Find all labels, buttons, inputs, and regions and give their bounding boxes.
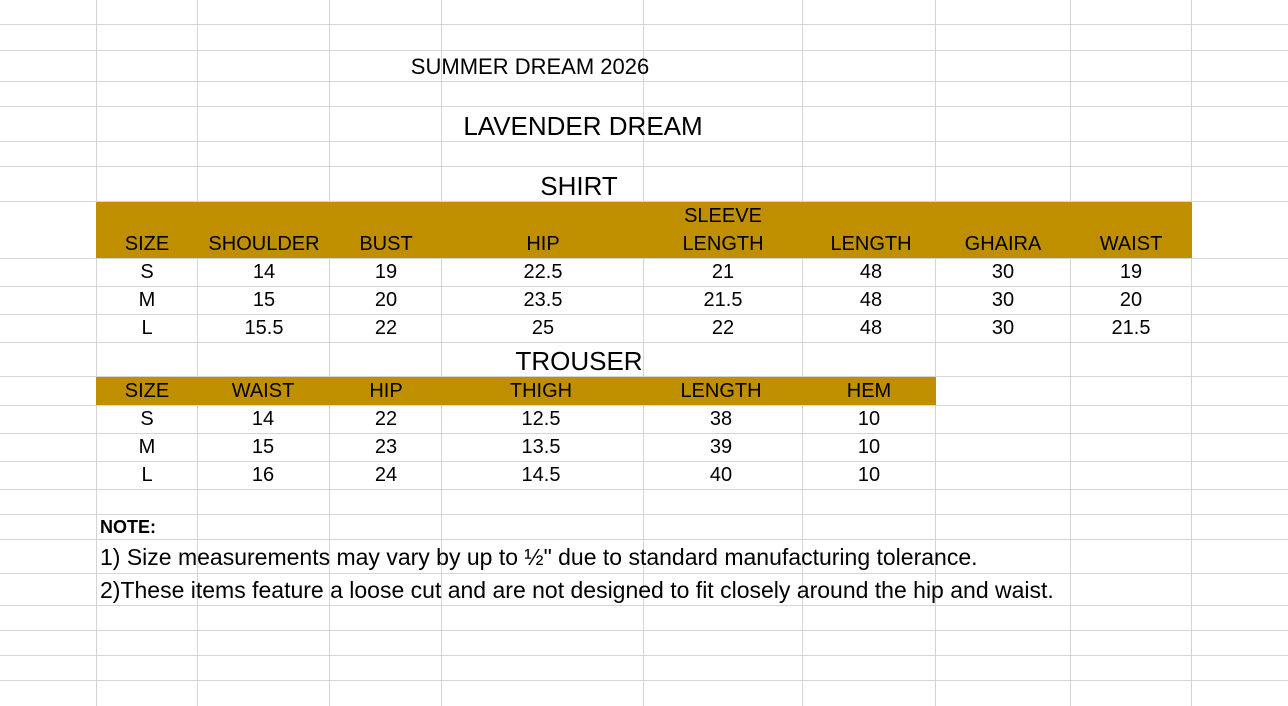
shirt-cell: 48 <box>859 261 883 283</box>
shirt-cell: 19 <box>1119 261 1143 283</box>
shirt-cell: 20 <box>374 289 398 311</box>
trouser-cell: S <box>140 408 154 430</box>
note-item-1: 1) Size measurements may vary by up to ½" due to standard manufacturing tolerance. <box>100 544 978 570</box>
shirt-cell: 48 <box>859 289 883 311</box>
grid-line <box>0 433 1288 434</box>
trouser-header-waist: WAIST <box>231 380 295 402</box>
shirt-cell: 21.5 <box>703 289 743 311</box>
shirt-header-sleeve-top: SLEEVE <box>684 205 762 227</box>
trouser-cell: 14 <box>251 408 275 430</box>
grid-line <box>0 655 1288 656</box>
shirt-heading: SHIRT <box>540 171 618 201</box>
shirt-cell: 21 <box>711 261 735 283</box>
grid-line <box>0 286 1288 287</box>
grid-line <box>0 573 1288 574</box>
grid-line <box>0 461 1288 462</box>
grid-line <box>0 106 1288 107</box>
grid-line <box>0 342 1288 343</box>
trouser-header-size: SIZE <box>124 380 170 402</box>
grid-line <box>0 141 1288 142</box>
shirt-cell: 22 <box>374 317 398 339</box>
grid-line <box>0 314 1288 315</box>
grid-line <box>0 514 1288 515</box>
shirt-cell: 20 <box>1119 289 1143 311</box>
trouser-cell: 14.5 <box>521 464 561 486</box>
collection-title: LAVENDER DREAM <box>463 111 703 141</box>
trouser-cell: 23 <box>374 436 398 458</box>
shirt-cell: 19 <box>374 261 398 283</box>
trouser-cell: 22 <box>374 408 398 430</box>
grid-line <box>0 24 1288 25</box>
trouser-cell: 12.5 <box>521 408 561 430</box>
trouser-cell: 38 <box>709 408 733 430</box>
shirt-header-length: LENGTH <box>830 233 912 255</box>
grid-line <box>0 81 1288 82</box>
shirt-cell: 30 <box>991 289 1015 311</box>
trouser-header-length: LENGTH <box>680 380 762 402</box>
trouser-cell: 15 <box>251 436 275 458</box>
shirt-cell: 21.5 <box>1111 317 1151 339</box>
shirt-cell: S <box>140 261 154 283</box>
shirt-header-hip: HIP <box>526 233 560 255</box>
shirt-cell: M <box>138 289 156 311</box>
grid-line <box>0 680 1288 681</box>
note-item-2: 2)These items feature a loose cut and are not designed to fit closely around the hip and waist. <box>100 577 1054 603</box>
shirt-header-bust: BUST <box>359 233 413 255</box>
grid-line <box>0 50 1288 51</box>
shirt-cell: 48 <box>859 317 883 339</box>
trouser-cell: 10 <box>857 436 881 458</box>
shirt-cell: 23.5 <box>523 289 563 311</box>
shirt-cell: 22.5 <box>523 261 563 283</box>
note-label: NOTE: <box>100 517 156 537</box>
trouser-cell: 40 <box>709 464 733 486</box>
trouser-cell: 24 <box>374 464 398 486</box>
shirt-cell: 15.5 <box>244 317 284 339</box>
trouser-cell: 16 <box>251 464 275 486</box>
shirt-cell: 25 <box>531 317 555 339</box>
trouser-cell: L <box>141 464 153 486</box>
trouser-cell: 13.5 <box>521 436 561 458</box>
shirt-header-ghaira: GHAIRA <box>964 233 1042 255</box>
trouser-cell: 10 <box>857 464 881 486</box>
grid-line <box>0 489 1288 490</box>
shirt-cell: 22 <box>711 317 735 339</box>
sheet-title: SUMMER DREAM 2026 <box>410 54 650 79</box>
shirt-cell: 30 <box>991 317 1015 339</box>
trouser-header-thigh: THIGH <box>509 380 573 402</box>
grid-line <box>0 405 1288 406</box>
shirt-cell: 30 <box>991 261 1015 283</box>
trouser-cell: M <box>138 436 156 458</box>
grid-line <box>0 630 1288 631</box>
shirt-header-sleeve-bottom: LENGTH <box>682 233 764 255</box>
trouser-cell: 10 <box>857 408 881 430</box>
trouser-header-hem: HEM <box>846 380 892 402</box>
grid-line <box>0 166 1288 167</box>
grid-line <box>0 605 1288 606</box>
shirt-cell: 15 <box>252 289 276 311</box>
trouser-heading: TROUSER <box>515 346 643 376</box>
trouser-cell: 39 <box>709 436 733 458</box>
shirt-header-shoulder: SHOULDER <box>208 233 320 255</box>
shirt-cell: L <box>141 317 153 339</box>
shirt-header-size: SIZE <box>124 233 170 255</box>
grid-line <box>0 258 1288 259</box>
grid-line <box>0 539 1288 540</box>
shirt-cell: 14 <box>252 261 276 283</box>
shirt-header-waist: WAIST <box>1099 233 1163 255</box>
trouser-header-hip: HIP <box>369 380 403 402</box>
